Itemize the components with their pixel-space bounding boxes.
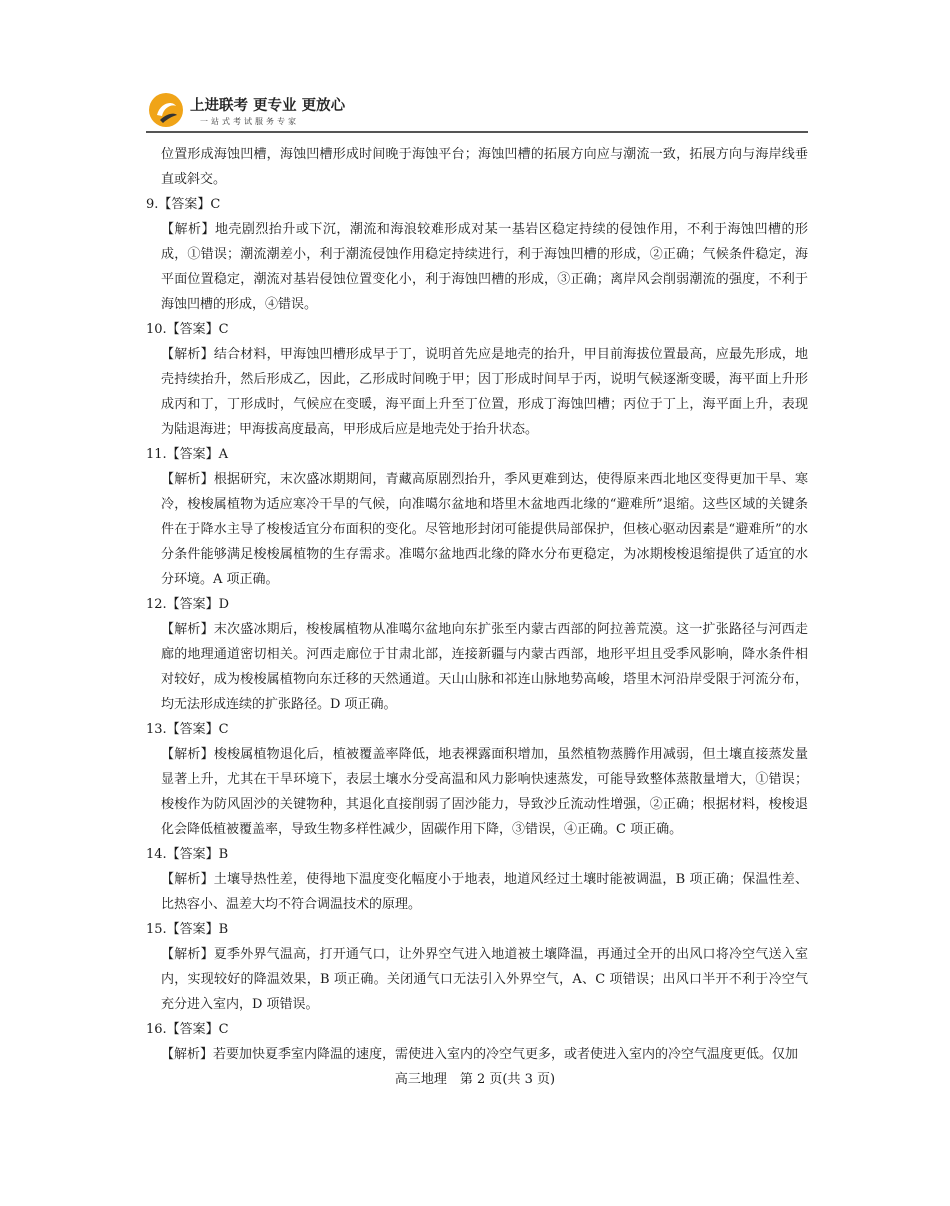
answer-heading: 14.【答案】B	[146, 847, 229, 862]
answer-content	[146, 142, 808, 1067]
answer-heading: 12.【答案】D	[146, 597, 230, 612]
answer-heading: 16.【答案】C	[146, 1022, 229, 1037]
explanation-text: 【解析】结合材料，甲海蚀凹槽形成早于丁，说明首先应是地壳的抬升，甲目前海拔位置最高，应最先形成，地壳持续抬升，然后形成乙，因此，乙形成时间晚于甲；因丁形成时间早于丙，说明气候逐渐变暖，海平面上升形成丙和丁，丁形成时，气候应在变暖，海平面上升至丁位置，形成丁海蚀凹槽；丙位于丁上，海平面上升，表现为陆退海进；甲海拔高度最高，甲形成后应是地壳处于抬升状态。	[161, 347, 808, 437]
answer-heading: 15.【答案】B	[146, 922, 229, 937]
answer-heading: 13.【答案】C	[146, 722, 229, 737]
logo-icon	[146, 90, 186, 130]
explanation-text: 【解析】根据研究，末次盛冰期期间，青藏高原剧烈抬升，季风更难到达，使得原来西北地区变得更加干旱、寒冷，梭梭属植物为适应寒冷干旱的气候，向准噶尔盆地和塔里木盆地西北缘的“避难所”退缩。这些区域的关键条件在于降水主导了梭梭适宜分布面积的变化。尽管地形封闭可能提供局部保护，但核心驱动因素是“避难所”的水分条件能够满足梭梭属植物的生存需求。准噶尔盆地西北缘的降水分布更稳定，为冰期梭梭退缩提供了适宜的水分环境。A 项正确。	[161, 472, 808, 587]
logo-title: 上进联考 更专业 更放心	[190, 98, 346, 114]
explanation-text: 【解析】梭梭属植物退化后，植被覆盖率降低，地表裸露面积增加，虽然植物蒸腾作用减弱，但土壤直接蒸发量显著上升，尤其在干旱环境下，表层土壤水分受高温和风力影响快速蒸发，可能导致整体蒸散量增大，①错误；梭梭作为防风固沙的关键物种，其退化直接削弱了固沙能力，导致沙丘流动性增强，②正确；根据材料，梭梭退化会降低植被覆盖率，导致生物多样性减少，固碳作用下降，③错误，④正确。C 项正确。	[161, 747, 808, 837]
page-footer: 高三地理 第 2 页(共 3 页)	[394, 1072, 556, 1087]
explanation-text: 【解析】若要加快夏季室内降温的速度，需使进入室内的冷空气更多，或者使进入室内的冷空气温度更低。仅加	[161, 1047, 799, 1062]
explanation-text: 【解析】土壤导热性差，使得地下温度变化幅度小于地表，地道风经过土壤时能被调温，B 项正确；保温性差、比热容小、温差大均不符合调温技术的原理。	[161, 872, 808, 912]
explanation-text: 【解析】末次盛冰期后，梭梭属植物从准噶尔盆地向东扩张至内蒙古西部的阿拉善荒漠。这一扩张路径与河西走廊的地理通道密切相关。河西走廊位于甘肃北部，连接新疆与内蒙古西部，地形平坦且受季风影响，降水条件相对较好，成为梭梭属植物向东迁移的天然通道。天山山脉和祁连山脉地势高峻，塔里木河沿岸受限于河流分布，均无法形成连续的扩张路径。D 项正确。	[161, 622, 808, 712]
answer-heading: 11.【答案】A	[146, 447, 229, 462]
explanation-text: 位置形成海蚀凹槽，海蚀凹槽形成时间晚于海蚀平台；海蚀凹槽的拓展方向应与潮流一致，拓展方向与海岸线垂直或斜交。	[161, 147, 808, 187]
answer-heading: 9.【答案】C	[146, 197, 221, 212]
explanation-text: 【解析】地壳剧烈抬升或下沉，潮流和海浪较难形成对某一基岩区稳定持续的侵蚀作用，不利于海蚀凹槽的形成，①错误；潮流潮差小，利于潮流侵蚀作用稳定持续进行，利于海蚀凹槽的形成，②正确；气候条件稳定，海平面位置稳定，潮流对基岩侵蚀位置变化小，利于海蚀凹槽的形成，③正确；离岸风会削弱潮流的强度，不利于海蚀凹槽的形成，④错误。	[161, 222, 808, 312]
answer-heading: 10.【答案】C	[146, 322, 229, 337]
logo-subtitle: 一站式考试服务专家	[200, 117, 299, 126]
explanation-text: 【解析】夏季外界气温高，打开通气口，让外界空气进入地道被土壤降温，再通过全开的出风口将冷空气送入室内，实现较好的降温效果，B 项正确。关闭通气口无法引入外界空气，A、C 项错误；出风口半开不利于冷空气充分进入室内，D 项错误。	[161, 947, 808, 1012]
header-divider	[146, 131, 808, 133]
